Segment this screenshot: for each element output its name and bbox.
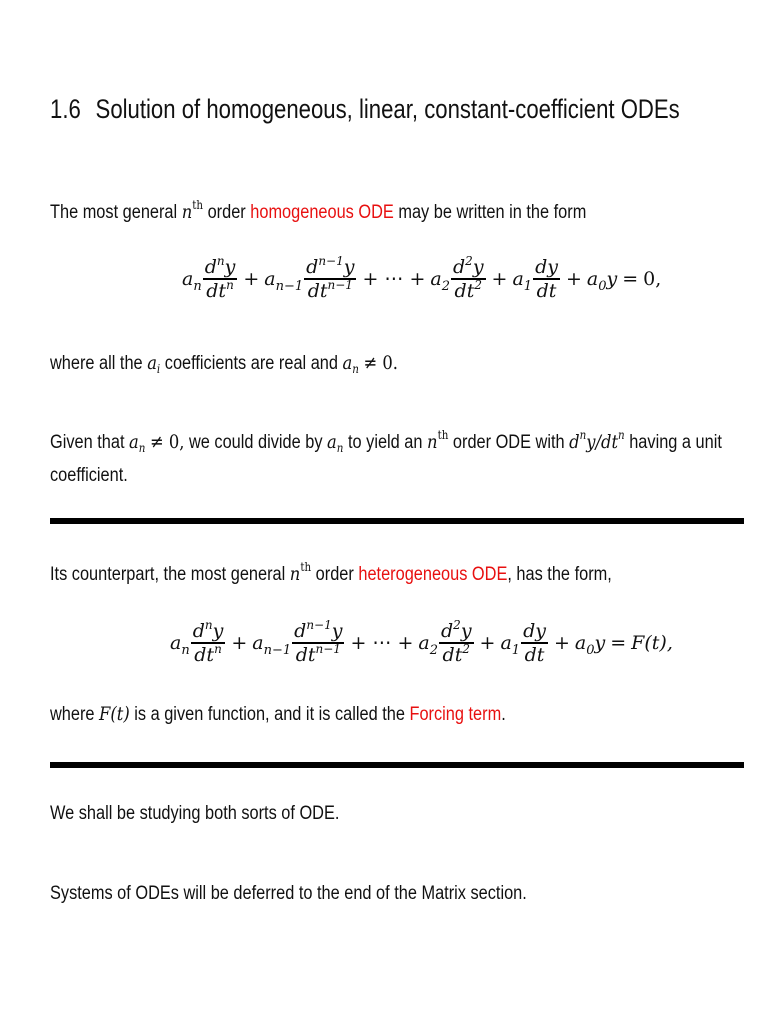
highlight-homogeneous-ode: homogeneous ODE [250,202,394,223]
paragraph-divide: Given that $a_n \ne 0$, we could divide by $a_n$ to yield an $n^{th}$ order ODE with $d^ny/dt^n$ having a unit [50,428,722,455]
divider-rule [50,518,744,524]
equation-rhs-forcing: F(t), [631,631,673,654]
equation-homogeneous: $a_n$ $\frac{d^ny}{dt^n}$ + $a_{n-1}$ $\frac{d^{n-1}y}{dt^{n-1}}$ + ⋯ + $a_2$ $\frac{d^2y}{dt^2}$ + $a_1$ $\frac{dy}{dt}$ + $a_0y$ = 0, [182,254,662,302]
divider-rule [50,762,744,768]
paragraph-heterogeneous-intro: Its counterpart, the most general $n^{th}$ order heterogeneous ODE, has the form, [50,560,612,585]
highlight-heterogeneous-ode: heterogeneous ODE [358,564,508,585]
section-heading [50,94,680,125]
section-number: 1.6 [50,94,81,124]
paragraph-systems: Systems of ODEs will be deferred to the end of the Matrix section. [50,883,527,904]
equation-rhs-zero: 0, [643,267,662,290]
paragraph-homogeneous-intro: The most general $n^{th}$ order homogeneous ODE may be written in the form [50,198,587,223]
paragraph-both-sorts: We shall be studying both sorts of ODE. [50,803,340,824]
paragraph-divide-line2: coefficient. [50,465,128,486]
paragraph-coefficients: where all the $a_i$ coefficients are real and $a_n \ne 0$. [50,352,398,376]
equation-heterogeneous: $a_n$ $\frac{d^ny}{dt^n}$ + $a_{n-1}$ $\frac{d^{n-1}y}{dt^{n-1}}$ + ⋯ + $a_2$ $\frac{d^2y}{dt^2}$ + $a_1$ $\frac{dy}{dt}$ + $a_0y$ = F(t), [170,618,673,666]
paragraph-forcing: where F(t) is a given function, and it is called the Forcing term. [50,703,506,725]
section-title: Solution of homogeneous, linear, constant-coefficient ODEs [95,94,680,124]
highlight-forcing-term: Forcing term [409,704,502,725]
